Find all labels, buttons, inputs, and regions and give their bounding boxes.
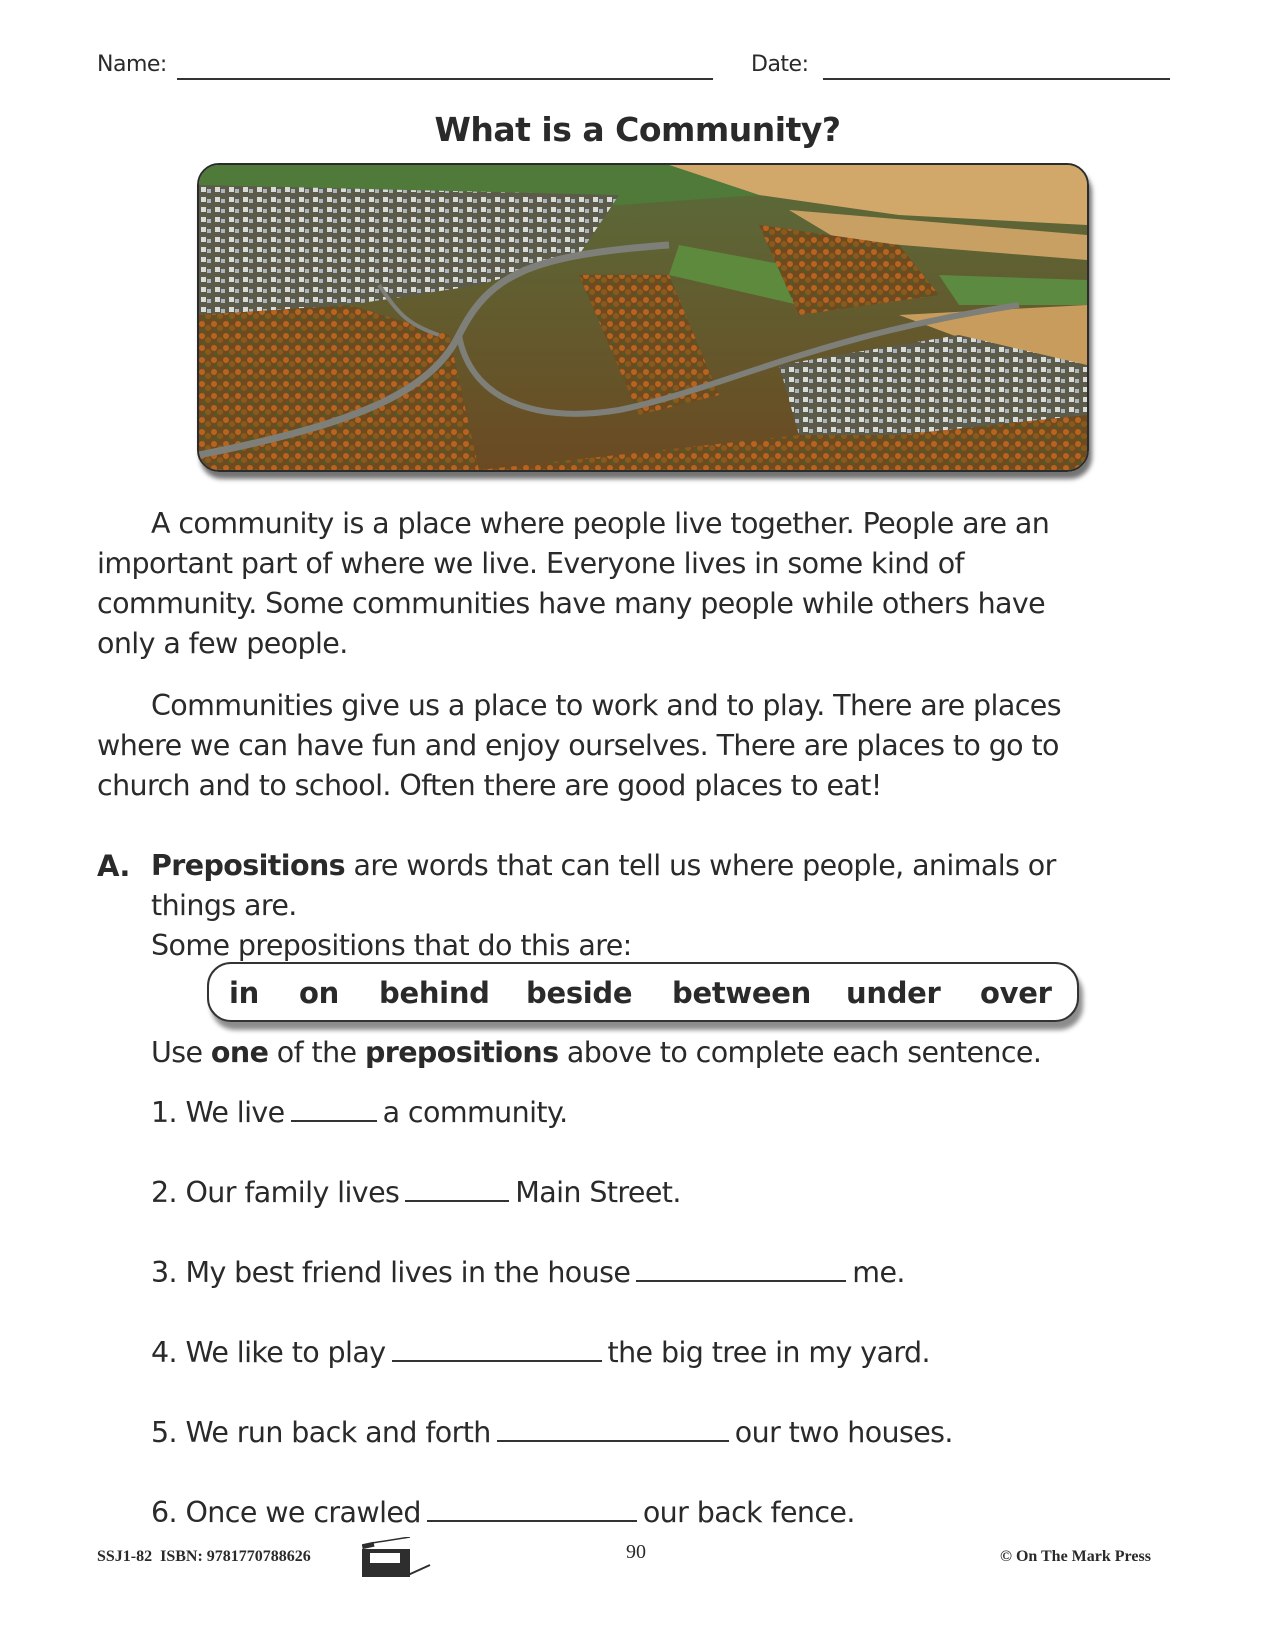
page-title: What is a Community? [434,110,841,149]
answer-blank-5[interactable] [497,1418,729,1442]
answer-blank-2[interactable] [405,1178,509,1202]
word-under: under [846,976,941,1010]
section-a-intro-line-1: Prepositions are words that can tell us where people, animals or [151,849,1056,882]
paragraph-1-line-3: community. Some communities have many people while others have [97,587,1046,620]
paragraph-2-line-2: where we can have fun and enjoy ourselves. There are places to go to [97,729,1059,762]
photocopier-icon [362,1537,432,1577]
date-label: Date: [751,52,809,77]
question-4: 4. We like to play the big tree in my yard. [151,1336,930,1369]
word-over: over [980,976,1052,1010]
answer-blank-3[interactable] [636,1258,846,1282]
community-aerial-photo [197,163,1089,472]
word-between: between [672,976,811,1010]
question-5: 5. We run back and forth our two houses. [151,1416,953,1449]
word-on: on [299,976,339,1010]
paragraph-2-line-1: Communities give us a place to work and to play. There are places [151,689,1061,722]
aerial-landscape-illustration [199,165,1087,470]
section-a-intro [151,846,1201,966]
question-2: 2. Our family lives Main Street. [151,1176,681,1209]
name-label: Name: [97,52,167,77]
paragraph-2-line-3: church and to school. Often there are good places to eat! [97,769,882,802]
answer-blank-1[interactable] [291,1098,377,1122]
answer-blank-6[interactable] [427,1498,637,1522]
paragraph-1-line-4: only a few people. [97,627,348,660]
section-a-intro-line-3: Some prepositions that do this are: [151,929,632,962]
section-a-intro-line-2: things are. [151,889,297,922]
paragraph-1 [97,504,1197,664]
section-a-letter: A. [97,849,130,883]
question-3: 3. My best friend lives in the house me. [151,1256,905,1289]
question-6: 6. Once we crawled our back fence. [151,1496,855,1529]
date-field[interactable] [823,78,1170,80]
name-field[interactable] [177,78,713,80]
paragraph-2 [97,686,1217,806]
question-1: 1. We live a community. [151,1096,568,1129]
paragraph-1-line-1: A community is a place where people live together. People are an [151,507,1050,540]
copyright: © On The Mark Press [1000,1548,1151,1565]
word-behind: behind [379,976,490,1010]
instruction-text: Use one of the prepositions above to complete each sentence. [151,1036,1042,1069]
word-beside: beside [526,976,633,1010]
paragraph-1-line-2: important part of where we live. Everyone lives in some kind of [97,547,964,580]
footer-isbn: SSJ1-82 ISBN: 9781770788626 [97,1548,311,1565]
answer-blank-4[interactable] [392,1338,602,1362]
preposition-word-bank [207,962,1079,1022]
page-number: 90 [626,1541,646,1563]
word-in: in [229,976,259,1010]
prepositions-term: Prepositions [151,849,346,882]
